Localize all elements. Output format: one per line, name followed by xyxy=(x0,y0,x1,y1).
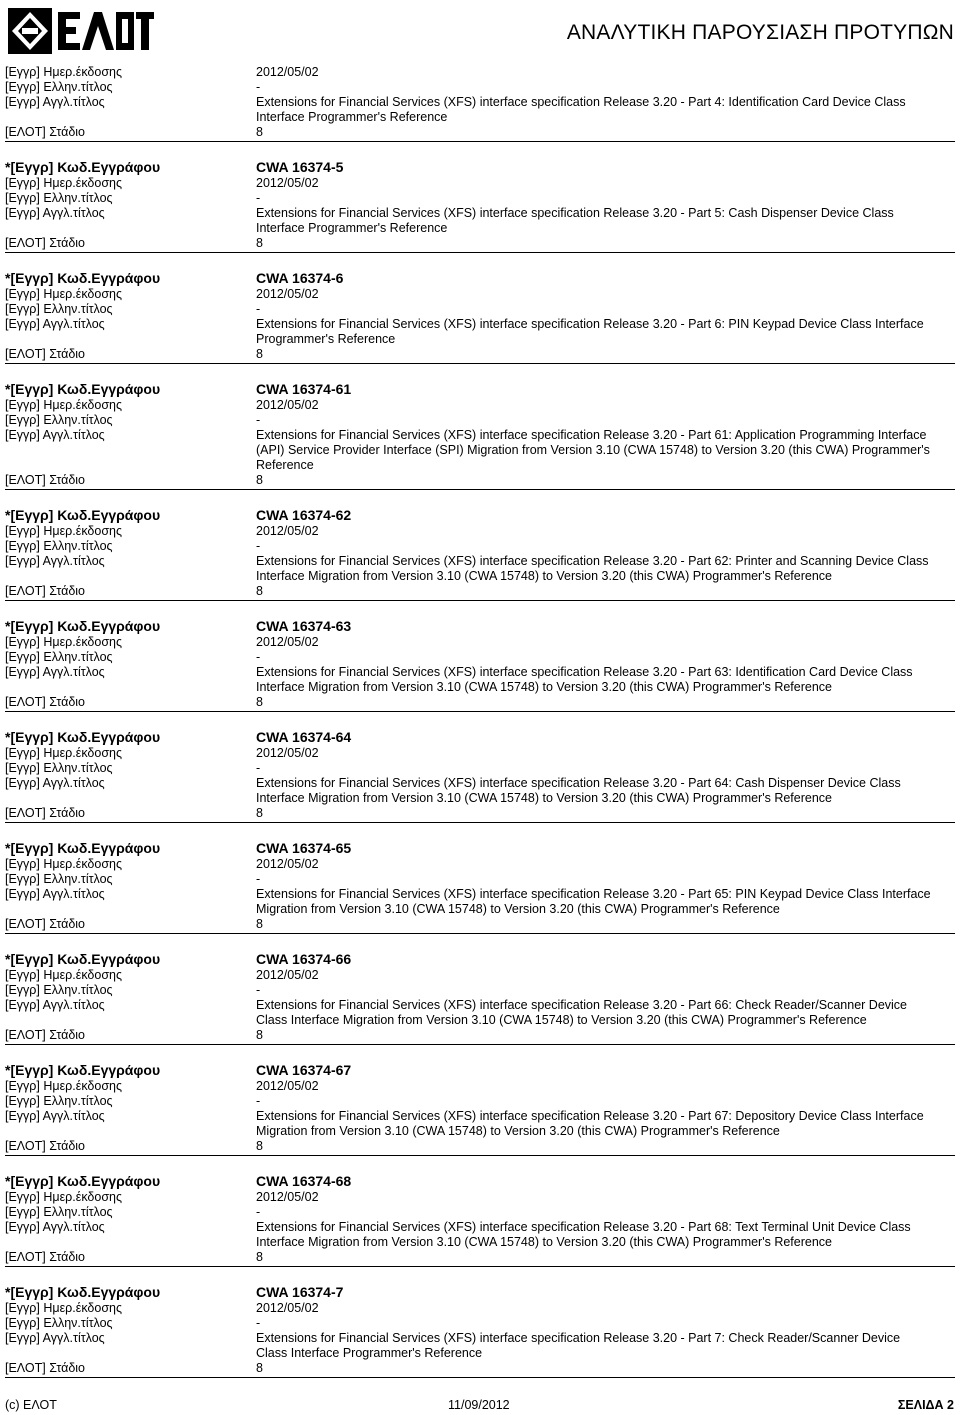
document-code-row xyxy=(5,269,955,287)
standard-record xyxy=(5,728,955,823)
elot-stage-row xyxy=(5,917,955,934)
document-code-row xyxy=(5,1061,955,1079)
greek-title-value: - xyxy=(256,413,261,427)
document-code-row xyxy=(5,950,955,968)
elot-stage-label: [ΕΛΟΤ] Στάδιο xyxy=(5,236,86,250)
document-code-row xyxy=(5,506,955,524)
publication-date-label: [Εγγρ] Ημερ.έκδοσης xyxy=(5,1079,123,1093)
standard-record xyxy=(5,1172,955,1267)
document-code-row xyxy=(5,839,955,857)
elot-stage-label: [ΕΛΟΤ] Στάδιο xyxy=(5,584,86,598)
publication-date-label: [Εγγρ] Ημερ.έκδοσης xyxy=(5,287,123,301)
document-code-value: CWA 16374-63 xyxy=(256,618,352,634)
publication-date-row xyxy=(5,287,955,302)
greek-title-row xyxy=(5,539,955,554)
standard-record xyxy=(5,1061,955,1156)
english-title-row xyxy=(5,776,955,806)
greek-title-label: [Εγγρ] Ελλην.τίτλος xyxy=(5,191,113,205)
publication-date-label: [Εγγρ] Ημερ.έκδοσης xyxy=(5,1190,123,1204)
english-title-value: Extensions for Financial Services (XFS) interface specification Release 3.20 - Part 7: Check Reader/Scanner Device Class Interface Programmer's Reference xyxy=(256,1331,901,1360)
document-code-label: *[Εγγρ] Κωδ.Εγγράφου xyxy=(5,381,161,397)
english-title-value: Extensions for Financial Services (XFS) interface specification Release 3.20 - Part 63: Identification Card Device Class Interface Migration from Version 3.10 (CWA 15748) to Version 3.20 (this CWA) Programmer's Reference xyxy=(256,665,913,694)
greek-title-row xyxy=(5,80,955,95)
greek-title-value: - xyxy=(256,983,261,997)
publication-date-value: 2012/05/02 xyxy=(256,176,319,190)
greek-title-label: [Εγγρ] Ελλην.τίτλος xyxy=(5,1316,113,1330)
publication-date-row xyxy=(5,857,955,872)
document-code-value: CWA 16374-66 xyxy=(256,951,352,967)
publication-date-value: 2012/05/02 xyxy=(256,857,319,871)
document-code-row xyxy=(5,380,955,398)
greek-title-value: - xyxy=(256,80,261,94)
elot-stage-label: [ΕΛΟΤ] Στάδιο xyxy=(5,1361,86,1375)
document-code-row xyxy=(5,728,955,746)
greek-title-label: [Εγγρ] Ελλην.τίτλος xyxy=(5,872,113,886)
elot-stage-value: 8 xyxy=(256,125,263,139)
document-code-value: CWA 16374-68 xyxy=(256,1173,352,1189)
greek-title-row xyxy=(5,1094,955,1109)
publication-date-value: 2012/05/02 xyxy=(256,968,319,982)
english-title-label: [Εγγρ] Αγγλ.τίτλος xyxy=(5,1109,105,1123)
publication-date-row xyxy=(5,635,955,650)
elot-stage-value: 8 xyxy=(256,1028,263,1042)
english-title-row xyxy=(5,95,955,125)
english-title-label: [Εγγρ] Αγγλ.τίτλος xyxy=(5,428,105,442)
document-code-value: CWA 16374-61 xyxy=(256,381,352,397)
english-title-label: [Εγγρ] Αγγλ.τίτλος xyxy=(5,1331,105,1345)
document-code-row xyxy=(5,1172,955,1190)
english-title-value: Extensions for Financial Services (XFS) interface specification Release 3.20 - Part 67: Depository Device Class Interface Migration from Version 3.10 (CWA 15748) to Version 3.20 (this CWA) Programmer's Reference xyxy=(256,1109,924,1138)
standards-list xyxy=(5,65,955,1378)
english-title-label: [Εγγρ] Αγγλ.τίτλος xyxy=(5,554,105,568)
document-code-value: CWA 16374-64 xyxy=(256,729,352,745)
elot-stage-value: 8 xyxy=(256,1361,263,1375)
english-title-row xyxy=(5,1109,955,1139)
elot-stage-row xyxy=(5,806,955,823)
greek-title-value: - xyxy=(256,1094,261,1108)
publication-date-label: [Εγγρ] Ημερ.έκδοσης xyxy=(5,857,123,871)
greek-title-row xyxy=(5,761,955,776)
document-code-label: *[Εγγρ] Κωδ.Εγγράφου xyxy=(5,1173,161,1189)
document-code-row xyxy=(5,1283,955,1301)
standard-record xyxy=(5,839,955,934)
greek-title-label: [Εγγρ] Ελλην.τίτλος xyxy=(5,80,113,94)
elot-stage-label: [ΕΛΟΤ] Στάδιο xyxy=(5,125,86,139)
publication-date-value: 2012/05/02 xyxy=(256,1190,319,1204)
greek-title-label: [Εγγρ] Ελλην.τίτλος xyxy=(5,983,113,997)
greek-title-row xyxy=(5,650,955,665)
document-code-label: *[Εγγρ] Κωδ.Εγγράφου xyxy=(5,729,161,745)
document-code-value: CWA 16374-7 xyxy=(256,1284,344,1300)
document-code-label: *[Εγγρ] Κωδ.Εγγράφου xyxy=(5,159,161,175)
publication-date-label: [Εγγρ] Ημερ.έκδοσης xyxy=(5,398,123,412)
elot-stage-value: 8 xyxy=(256,584,263,598)
elot-stage-row xyxy=(5,1361,955,1378)
publication-date-label: [Εγγρ] Ημερ.έκδοσης xyxy=(5,524,123,538)
english-title-row xyxy=(5,206,955,236)
standard-record xyxy=(5,158,955,253)
elot-stage-label: [ΕΛΟΤ] Στάδιο xyxy=(5,806,86,820)
english-title-value: Extensions for Financial Services (XFS) interface specification Release 3.20 - Part 64: Cash Dispenser Device Class Interface Migration from Version 3.10 (CWA 15748) to Version 3.20 (this CWA) Programmer's Reference xyxy=(256,776,901,805)
english-title-row xyxy=(5,1331,955,1361)
elot-stage-label: [ΕΛΟΤ] Στάδιο xyxy=(5,473,86,487)
english-title-value: Extensions for Financial Services (XFS) interface specification Release 3.20 - Part 62: Printer and Scanning Device Class Interface Migration from Version 3.10 (CWA 15748) to Version 3.20 (this CWA) Programmer's Reference xyxy=(256,554,929,583)
publication-date-row xyxy=(5,65,955,80)
publication-date-value: 2012/05/02 xyxy=(256,746,319,760)
publication-date-value: 2012/05/02 xyxy=(256,1079,319,1093)
elot-stage-value: 8 xyxy=(256,917,263,931)
document-code-label: *[Εγγρ] Κωδ.Εγγράφου xyxy=(5,951,161,967)
publication-date-label: [Εγγρ] Ημερ.έκδοσης xyxy=(5,176,123,190)
document-code-label: *[Εγγρ] Κωδ.Εγγράφου xyxy=(5,1062,161,1078)
elot-stage-value: 8 xyxy=(256,1139,263,1153)
publication-date-label: [Εγγρ] Ημερ.έκδοσης xyxy=(5,1301,123,1315)
elot-stage-value: 8 xyxy=(256,1250,263,1264)
footer-page-number: ΣΕΛΙΔΑ 2 xyxy=(897,1398,954,1412)
english-title-value: Extensions for Financial Services (XFS) interface specification Release 3.20 - Part 68: Text Terminal Unit Device Class Interface Migration from Version 3.10 (CWA 15748) to Version 3.20 (this CWA) Programmer's Reference xyxy=(256,1220,911,1249)
elot-stage-row xyxy=(5,1250,955,1267)
greek-title-row xyxy=(5,302,955,317)
greek-title-value: - xyxy=(256,761,261,775)
greek-title-label: [Εγγρ] Ελλην.τίτλος xyxy=(5,413,113,427)
page-footer xyxy=(5,1398,954,1414)
standard-record xyxy=(5,65,955,142)
english-title-label: [Εγγρ] Αγγλ.τίτλος xyxy=(5,1220,105,1234)
publication-date-label: [Εγγρ] Ημερ.έκδοσης xyxy=(5,65,123,79)
elot-stage-label: [ΕΛΟΤ] Στάδιο xyxy=(5,1250,86,1264)
page-title: ΑΝΑΛΥΤΙΚΗ ΠΑΡΟΥΣΙΑΣΗ ΠΡΟΤΥΠΩΝ xyxy=(566,21,954,44)
publication-date-row xyxy=(5,968,955,983)
english-title-row xyxy=(5,428,955,473)
english-title-value: Extensions for Financial Services (XFS) interface specification Release 3.20 - Part 4: Identification Card Device Class Interface Programmer's Reference xyxy=(256,95,906,124)
footer-copyright: (c) ΕΛΟΤ xyxy=(5,1398,57,1412)
elot-stage-row xyxy=(5,473,955,490)
greek-title-value: - xyxy=(256,1205,261,1219)
english-title-row xyxy=(5,887,955,917)
document-code-row xyxy=(5,158,955,176)
publication-date-row xyxy=(5,524,955,539)
standard-record xyxy=(5,380,955,490)
document-code-value: CWA 16374-5 xyxy=(256,159,344,175)
english-title-label: [Εγγρ] Αγγλ.τίτλος xyxy=(5,317,105,331)
publication-date-value: 2012/05/02 xyxy=(256,1301,319,1315)
document-code-label: *[Εγγρ] Κωδ.Εγγράφου xyxy=(5,618,161,634)
english-title-value: Extensions for Financial Services (XFS) interface specification Release 3.20 - Part 6: PIN Keypad Device Class Interface Programmer's Reference xyxy=(256,317,924,346)
english-title-value: Extensions for Financial Services (XFS) interface specification Release 3.20 - Part 66: Check Reader/Scanner Device Class Interface Migration from Version 3.10 (CWA 15748) to Version 3.20 (this CWA) Programmer's Reference xyxy=(256,998,907,1027)
publication-date-row xyxy=(5,1079,955,1094)
publication-date-row xyxy=(5,746,955,761)
elot-stage-label: [ΕΛΟΤ] Στάδιο xyxy=(5,695,86,709)
publication-date-value: 2012/05/02 xyxy=(256,287,319,301)
document-code-label: *[Εγγρ] Κωδ.Εγγράφου xyxy=(5,840,161,856)
greek-title-label: [Εγγρ] Ελλην.τίτλος xyxy=(5,650,113,664)
elot-stage-label: [ΕΛΟΤ] Στάδιο xyxy=(5,1028,86,1042)
publication-date-label: [Εγγρ] Ημερ.έκδοσης xyxy=(5,635,123,649)
english-title-label: [Εγγρ] Αγγλ.τίτλος xyxy=(5,887,105,901)
greek-title-row xyxy=(5,1316,955,1331)
elot-stage-label: [ΕΛΟΤ] Στάδιο xyxy=(5,917,86,931)
publication-date-value: 2012/05/02 xyxy=(256,398,319,412)
english-title-label: [Εγγρ] Αγγλ.τίτλος xyxy=(5,665,105,679)
elot-stage-row xyxy=(5,1139,955,1156)
elot-stage-label: [ΕΛΟΤ] Στάδιο xyxy=(5,347,86,361)
elot-stage-value: 8 xyxy=(256,806,263,820)
english-title-row xyxy=(5,317,955,347)
elot-stage-row xyxy=(5,236,955,253)
publication-date-value: 2012/05/02 xyxy=(256,635,319,649)
english-title-row xyxy=(5,998,955,1028)
greek-title-row xyxy=(5,191,955,206)
elot-stage-row xyxy=(5,1028,955,1045)
elot-stage-row xyxy=(5,584,955,601)
english-title-value: Extensions for Financial Services (XFS) interface specification Release 3.20 - Part 65: PIN Keypad Device Class Interface Migration from Version 3.10 (CWA 15748) to Version 3.20 (this CWA) Programmer's Reference xyxy=(256,887,931,916)
elot-stage-value: 8 xyxy=(256,347,263,361)
greek-title-row xyxy=(5,1205,955,1220)
publication-date-row xyxy=(5,176,955,191)
publication-date-value: 2012/05/02 xyxy=(256,65,319,79)
document-code-value: CWA 16374-62 xyxy=(256,507,352,523)
greek-title-value: - xyxy=(256,872,261,886)
elot-stage-row xyxy=(5,125,955,142)
greek-title-label: [Εγγρ] Ελλην.τίτλος xyxy=(5,1094,113,1108)
greek-title-label: [Εγγρ] Ελλην.τίτλος xyxy=(5,1205,113,1219)
elot-stage-value: 8 xyxy=(256,236,263,250)
elot-stage-label: [ΕΛΟΤ] Στάδιο xyxy=(5,1139,86,1153)
standard-record xyxy=(5,950,955,1045)
document-code-value: CWA 16374-67 xyxy=(256,1062,352,1078)
document-code-label: *[Εγγρ] Κωδ.Εγγράφου xyxy=(5,270,161,286)
elot-logo xyxy=(6,6,156,56)
page-header xyxy=(0,0,960,62)
english-title-row xyxy=(5,665,955,695)
publication-date-value: 2012/05/02 xyxy=(256,524,319,538)
publication-date-row xyxy=(5,398,955,413)
greek-title-value: - xyxy=(256,539,261,553)
greek-title-value: - xyxy=(256,191,261,205)
publication-date-row xyxy=(5,1301,955,1316)
english-title-label: [Εγγρ] Αγγλ.τίτλος xyxy=(5,776,105,790)
greek-title-value: - xyxy=(256,650,261,664)
elot-stage-value: 8 xyxy=(256,695,263,709)
standard-record xyxy=(5,1283,955,1378)
document-code-label: *[Εγγρ] Κωδ.Εγγράφου xyxy=(5,1284,161,1300)
greek-title-value: - xyxy=(256,1316,261,1330)
greek-title-label: [Εγγρ] Ελλην.τίτλος xyxy=(5,539,113,553)
standard-record xyxy=(5,506,955,601)
english-title-label: [Εγγρ] Αγγλ.τίτλος xyxy=(5,95,105,109)
english-title-value: Extensions for Financial Services (XFS) interface specification Release 3.20 - Part 61: Application Programming Interface (API) Service Provider Interface (SPI) Migration from Version 3.10 (CWA 15748) to Version 3.20 (this CWA) Programmer's Reference xyxy=(256,428,930,472)
publication-date-label: [Εγγρ] Ημερ.έκδοσης xyxy=(5,968,123,982)
english-title-value: Extensions for Financial Services (XFS) interface specification Release 3.20 - Part 5: Cash Dispenser Device Class Interface Programmer's Reference xyxy=(256,206,894,235)
greek-title-label: [Εγγρ] Ελλην.τίτλος xyxy=(5,302,113,316)
footer-date: 11/09/2012 xyxy=(448,1398,510,1412)
greek-title-label: [Εγγρ] Ελλην.τίτλος xyxy=(5,761,113,775)
document-code-value: CWA 16374-6 xyxy=(256,270,344,286)
greek-title-row xyxy=(5,413,955,428)
english-title-row xyxy=(5,554,955,584)
publication-date-row xyxy=(5,1190,955,1205)
elot-stage-row xyxy=(5,347,955,364)
document-code-row xyxy=(5,617,955,635)
english-title-label: [Εγγρ] Αγγλ.τίτλος xyxy=(5,206,105,220)
document-code-label: *[Εγγρ] Κωδ.Εγγράφου xyxy=(5,507,161,523)
greek-title-value: - xyxy=(256,302,261,316)
english-title-label: [Εγγρ] Αγγλ.τίτλος xyxy=(5,998,105,1012)
publication-date-label: [Εγγρ] Ημερ.έκδοσης xyxy=(5,746,123,760)
elot-stage-value: 8 xyxy=(256,473,263,487)
document-code-value: CWA 16374-65 xyxy=(256,840,352,856)
english-title-row xyxy=(5,1220,955,1250)
elot-stage-row xyxy=(5,695,955,712)
greek-title-row xyxy=(5,983,955,998)
standard-record xyxy=(5,269,955,364)
standard-record xyxy=(5,617,955,712)
greek-title-row xyxy=(5,872,955,887)
